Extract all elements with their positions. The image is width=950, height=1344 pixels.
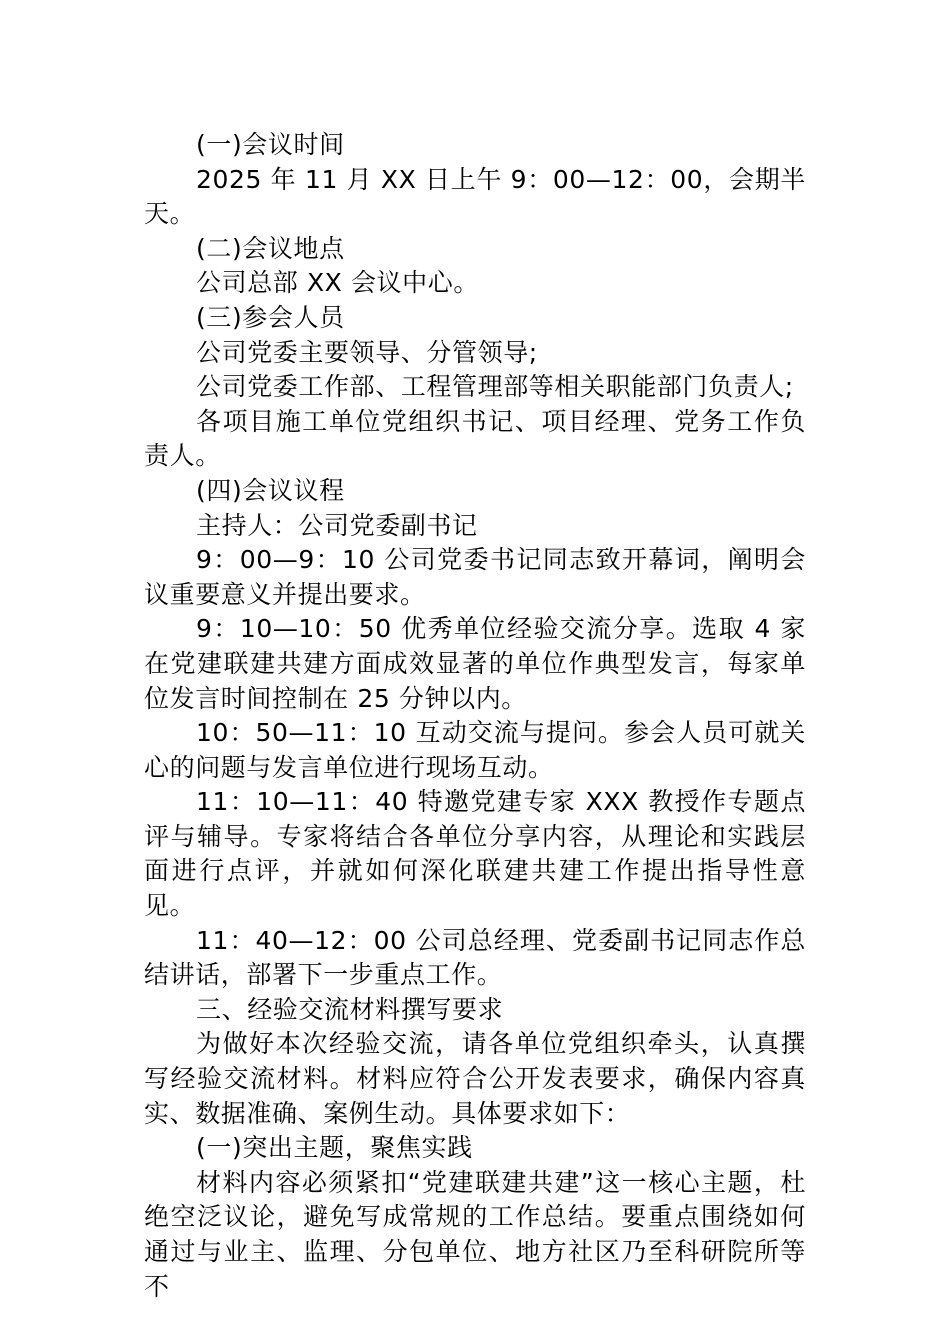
paragraph-agenda-item-4: 11：10—11：40 特邀党建专家 XXX 教授作专题点评与辅导。专家将结合各单位分享内容，从理论和实践层面进行点评，并就如何深化联建共建工作提出指导性意见。 (144, 787, 806, 921)
section-heading-attendees: (三)参会人员 (196, 302, 345, 332)
section-heading-meeting-time: (一)会议时间 (196, 130, 345, 159)
section-heading-highlight-theme: (一)突出主题，聚焦实践 (196, 1133, 473, 1163)
section-heading-writing-requirements: 三、经验交流材料撰写要求 (196, 994, 504, 1024)
paragraph-meeting-time: 2025 年 11 月 XX 日上午 9：00—12：00，会期半天。 (144, 164, 806, 229)
paragraph-agenda-host: 主持人：公司党委副书记 (196, 510, 478, 540)
paragraph-attendees-leaders: 公司党委主要领导、分管领导; (196, 337, 538, 367)
paragraph-agenda-item-3: 10：50—11：10 互动交流与提问。参会人员可就关心的问题与发言单位进行现场互动。 (144, 718, 806, 782)
paragraph-highlight-theme: 材料内容必须紧扣“党建联建共建”这一核心主题，杜绝空泛议论，避免写成常规的工作总结。要重点围绕如何通过与业主、监理、分包单位、地方社区乃至科研院所等不 (144, 1167, 806, 1301)
section-heading-meeting-place: (二)会议地点 (196, 233, 345, 263)
paragraph-agenda-item-1: 9：00—9：10 公司党委书记同志致开幕词，阐明会议重要意义并提出要求。 (144, 545, 806, 609)
paragraph-writing-intro: 为做好本次经验交流，请各单位党组织牵头，认真撰写经验交流材料。材料应符合公开发表要求，确保内容真实、数据准确、案例生动。具体要求如下： (144, 1029, 806, 1128)
paragraph-attendees-departments: 公司党委工作部、工程管理部等相关职能部门负责人; (196, 372, 794, 402)
section-heading-agenda: (四)会议议程 (196, 475, 345, 505)
paragraph-meeting-place: 公司总部 XX 会议中心。 (196, 268, 479, 298)
paragraph-agenda-item-5: 11：40—12：00 公司总经理、党委副书记同志作总结讲话，部署下一步重点工作。 (144, 925, 806, 990)
document-body (144, 128, 806, 1304)
paragraph-agenda-item-2: 9：10—10：50 优秀单位经验交流分享。选取 4 家在党建联建共建方面成效显著的单位作典型发言，每家单位发言时间控制在 25 分钟以内。 (144, 614, 806, 713)
paragraph-attendees-units: 各项目施工单位党组织书记、项目经理、党务工作负责人。 (144, 406, 806, 471)
